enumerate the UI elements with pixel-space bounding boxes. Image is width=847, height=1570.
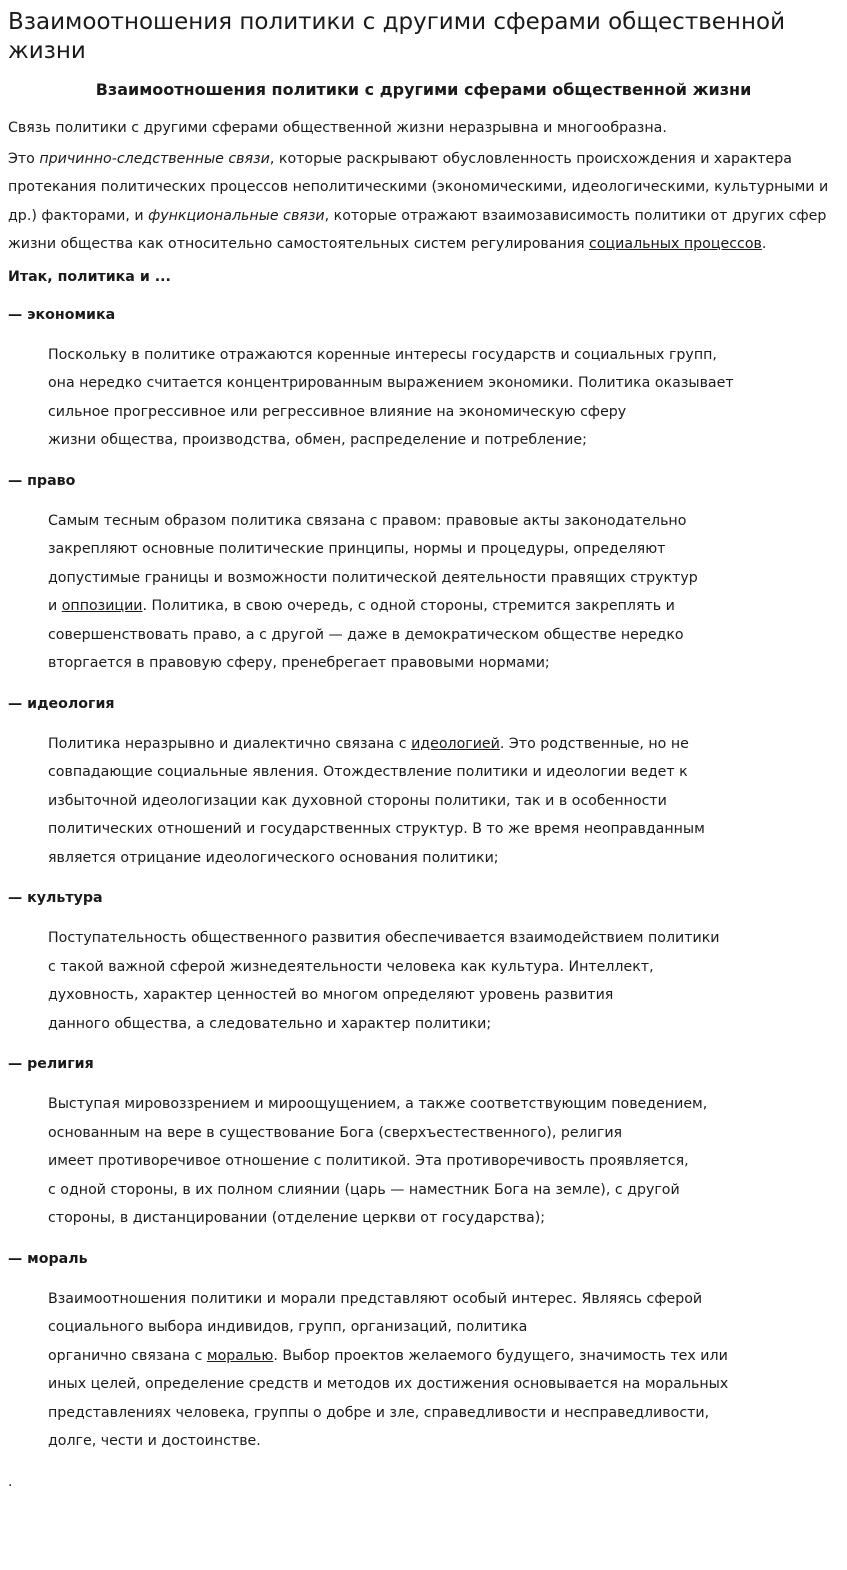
link-morality[interactable]: моралью bbox=[206, 1347, 274, 1364]
text: , которые отражают взаимозависимость политики от других сфер жизни общества как относительно самостоятельных систем регулирования bbox=[8, 207, 827, 252]
link-social-processes[interactable]: социальных процессов bbox=[589, 236, 762, 252]
article-title: Взаимоотношения политики с другими сферами общественной жизни bbox=[95, 80, 752, 99]
emphasis-functional: функциональные связи bbox=[148, 207, 325, 224]
text-line bbox=[48, 1342, 839, 1371]
text: . bbox=[761, 236, 767, 252]
section-body-ideology bbox=[48, 730, 839, 873]
text-line: жизни общества, производства, обмен, распределение и потребление; bbox=[48, 432, 587, 448]
text-line: сильное прогрессивное или регрессивное влияние на экономическую сферу bbox=[48, 403, 627, 420]
section-heading-law: — право bbox=[8, 472, 76, 489]
emphasis-causal: причинно-следственные связи bbox=[39, 150, 270, 167]
text-line: основанным на вере в существование Бога (сверхъестественного), религия bbox=[48, 1124, 623, 1141]
text-line: данного общества, а следовательно и характер политики; bbox=[48, 1015, 492, 1032]
text-line: совершенствовать право, а с другой — даже в демократическом обществе нередко bbox=[48, 626, 684, 643]
text: . Выбор проектов желаемого будущего, значимость тех или bbox=[273, 1347, 728, 1364]
text-line: Самым тесным образом политика связана с правом: правовые акты законодательно bbox=[48, 512, 687, 529]
text: Политика неразрывно и диалектично связана с bbox=[48, 735, 412, 752]
text-line: с такой важной сферой жизнедеятельности человека как культура. Интеллект, bbox=[48, 958, 654, 975]
relations-paragraph bbox=[8, 145, 839, 259]
text-line: долге, чести и достоинстве. bbox=[48, 1433, 261, 1449]
trailing-dot: . bbox=[8, 1473, 13, 1490]
section-heading-religion: — религия bbox=[8, 1056, 94, 1072]
text: . Политика, в свою очередь, с одной стороны, стремится закреплять и bbox=[142, 598, 675, 614]
text: и bbox=[48, 598, 62, 614]
summary-heading: Итак, политика и ... bbox=[8, 268, 171, 285]
text-line: является отрицание идеологического основания политики; bbox=[48, 849, 499, 866]
page-title: Взаимоотношения политики с другими сферами общественной жизни bbox=[8, 9, 786, 64]
text-line bbox=[48, 592, 839, 621]
text-line: совпадающие социальные явления. Отождествление политики и идеологии ведет к bbox=[48, 764, 688, 780]
text-line: она нередко считается концентрированным выражением экономики. Политика оказывает bbox=[48, 375, 734, 391]
text-line: с одной стороны, в их полном слиянии (царь — наместник Бога на земле), с другой bbox=[48, 1181, 680, 1198]
section-heading-morality: — мораль bbox=[8, 1250, 88, 1267]
link-ideology[interactable]: идеологией bbox=[411, 735, 500, 752]
section-body-religion bbox=[48, 1090, 839, 1233]
text: , которые раскрывают обусловленность происхождения и характера протекания политических процессов неполитическими (экономическими, идеологическими, культурными и др.) факторами, и bbox=[8, 150, 829, 224]
text-line: избыточной идеологизации как духовной стороны политики, так и в особенности bbox=[48, 792, 667, 809]
text-line: закрепляют основные политические принципы, нормы и процедуры, определяют bbox=[48, 541, 666, 557]
text-line: имеет противоречивое отношение с политикой. Эта противоречивость проявляется, bbox=[48, 1153, 689, 1169]
text-line: политических отношений и государственных структур. В то же время неоправданным bbox=[48, 821, 705, 837]
text-line: Взаимоотношения политики и морали представляют особый интерес. Являясь сферой bbox=[48, 1290, 703, 1307]
text-line: представлениях человека, группы о добре и зле, справедливости и несправедливости, bbox=[48, 1404, 710, 1421]
text-line: социального выбора индивидов, групп, организаций, политика bbox=[48, 1319, 528, 1335]
section-body-law bbox=[48, 507, 839, 678]
text-line: Поступательность общественного развития обеспечивается взаимодействием политики bbox=[48, 930, 720, 946]
text-line: духовность, характер ценностей во многом определяют уровень развития bbox=[48, 987, 614, 1003]
text-line: стороны, в дистанцировании (отделение церкви от государства); bbox=[48, 1210, 546, 1226]
section-body-culture bbox=[48, 924, 839, 1038]
text-line: вторгается в правовую сферу, пренебрегает правовыми нормами; bbox=[48, 655, 550, 671]
section-body-economy bbox=[48, 341, 839, 455]
text-line: допустимые границы и возможности политической деятельности правящих структур bbox=[48, 569, 698, 586]
link-opposition[interactable]: оппозиции bbox=[61, 598, 143, 614]
text-line: Поскольку в политике отражаются коренные интересы государств и социальных групп, bbox=[48, 346, 717, 363]
text: органично связана с bbox=[48, 1347, 207, 1364]
section-body-morality bbox=[48, 1285, 839, 1456]
text: Это bbox=[8, 150, 40, 167]
section-heading-ideology: — идеология bbox=[8, 695, 115, 712]
text-line: иных целей, определение средств и методов их достижения основывается на моральных bbox=[48, 1376, 729, 1392]
intro-paragraph: Связь политики с другими сферами общественной жизни неразрывна и многообразна. bbox=[8, 120, 667, 136]
section-heading-culture: — культура bbox=[8, 890, 103, 906]
text: . Это родственные, но не bbox=[499, 735, 689, 752]
text-line: Выступая мировоззрением и мироощущением, а также соответствующим поведением, bbox=[48, 1096, 708, 1112]
section-heading-economy: — экономика bbox=[8, 306, 116, 323]
text-line bbox=[48, 730, 839, 759]
